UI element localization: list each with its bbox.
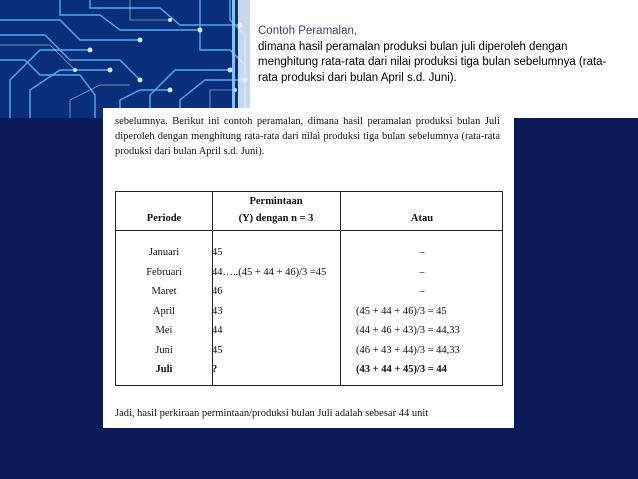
table-cell-permintaan: 44…..(45 + 44 + 46)/3 =45 [212, 266, 327, 278]
table-cell-permintaan: 44 [212, 325, 223, 336]
table-cell-atau: (43 + 44 + 45)/3 = 44 [356, 364, 447, 375]
table-cell-periode: Juni [155, 344, 173, 356]
table-cell-atau: – [419, 266, 425, 278]
table-cell-atau: (44 + 46 + 43)/3 = 44,33 [356, 325, 460, 336]
table-cell-atau: (46 + 43 + 44)/3 = 44,33 [356, 344, 460, 356]
table-cell-permintaan: 45 [212, 247, 223, 258]
document-conclusion: Jadi, hasil perkiraan permintaan/produksi bulan Juli adalah sebesar 44 unit [115, 408, 429, 419]
table-cell-periode: Juli [155, 364, 173, 375]
forecast-table [115, 191, 503, 386]
circuit-pattern-graphic [0, 0, 250, 118]
table-cell-periode: Februari [146, 266, 182, 278]
slide-title-text [258, 24, 628, 86]
table-cell-permintaan: ? [212, 364, 218, 375]
table-cell-permintaan: 46 [212, 286, 223, 297]
slide-title-body: dimana hasil peramalan produksi bulan juli diperoleh dengan menghitung rata-rata dari nilai produksi tiga bulan sebelumnya (rata- rata produksi dari bulan April s.d. Juni). [258, 40, 607, 84]
table-divider-horizontal [116, 230, 502, 231]
table-cell-periode: Januari [148, 247, 180, 258]
table-cell-permintaan: 45 [212, 344, 223, 356]
document-intro-paragraph: sebelumnya. Berikut ini contoh peramalan, dimana hasil peramalan produksi bulan Juli diperoleh dengan menghitung rata-rata dari nilai produksi tiga bulan sebelumnya (rata-rata produksi dari bulan April s.d. Juni). [115, 116, 500, 157]
document-excerpt [103, 108, 514, 428]
table-cell-atau: – [419, 247, 425, 258]
table-cell-permintaan: 43 [212, 305, 223, 317]
circuit-board-image [0, 0, 250, 118]
slide-title-heading: Contoh Peramalan, [258, 25, 358, 37]
footer-date [60, 470, 62, 477]
header-permintaan-line1: Permintaan [249, 196, 303, 207]
header-permintaan-line2: (Y) dengan n = 3 [238, 213, 314, 224]
table-cell-atau: – [419, 286, 425, 297]
table-cell-atau: (45 + 44 + 46)/3 = 45 [356, 305, 447, 317]
table-cell-periode: Maret [151, 286, 177, 297]
table-cell-periode: Mei [155, 325, 173, 336]
header-atau: Atau [410, 213, 434, 224]
table-cell-periode: April [152, 305, 176, 317]
header-periode: Periode [146, 213, 182, 224]
